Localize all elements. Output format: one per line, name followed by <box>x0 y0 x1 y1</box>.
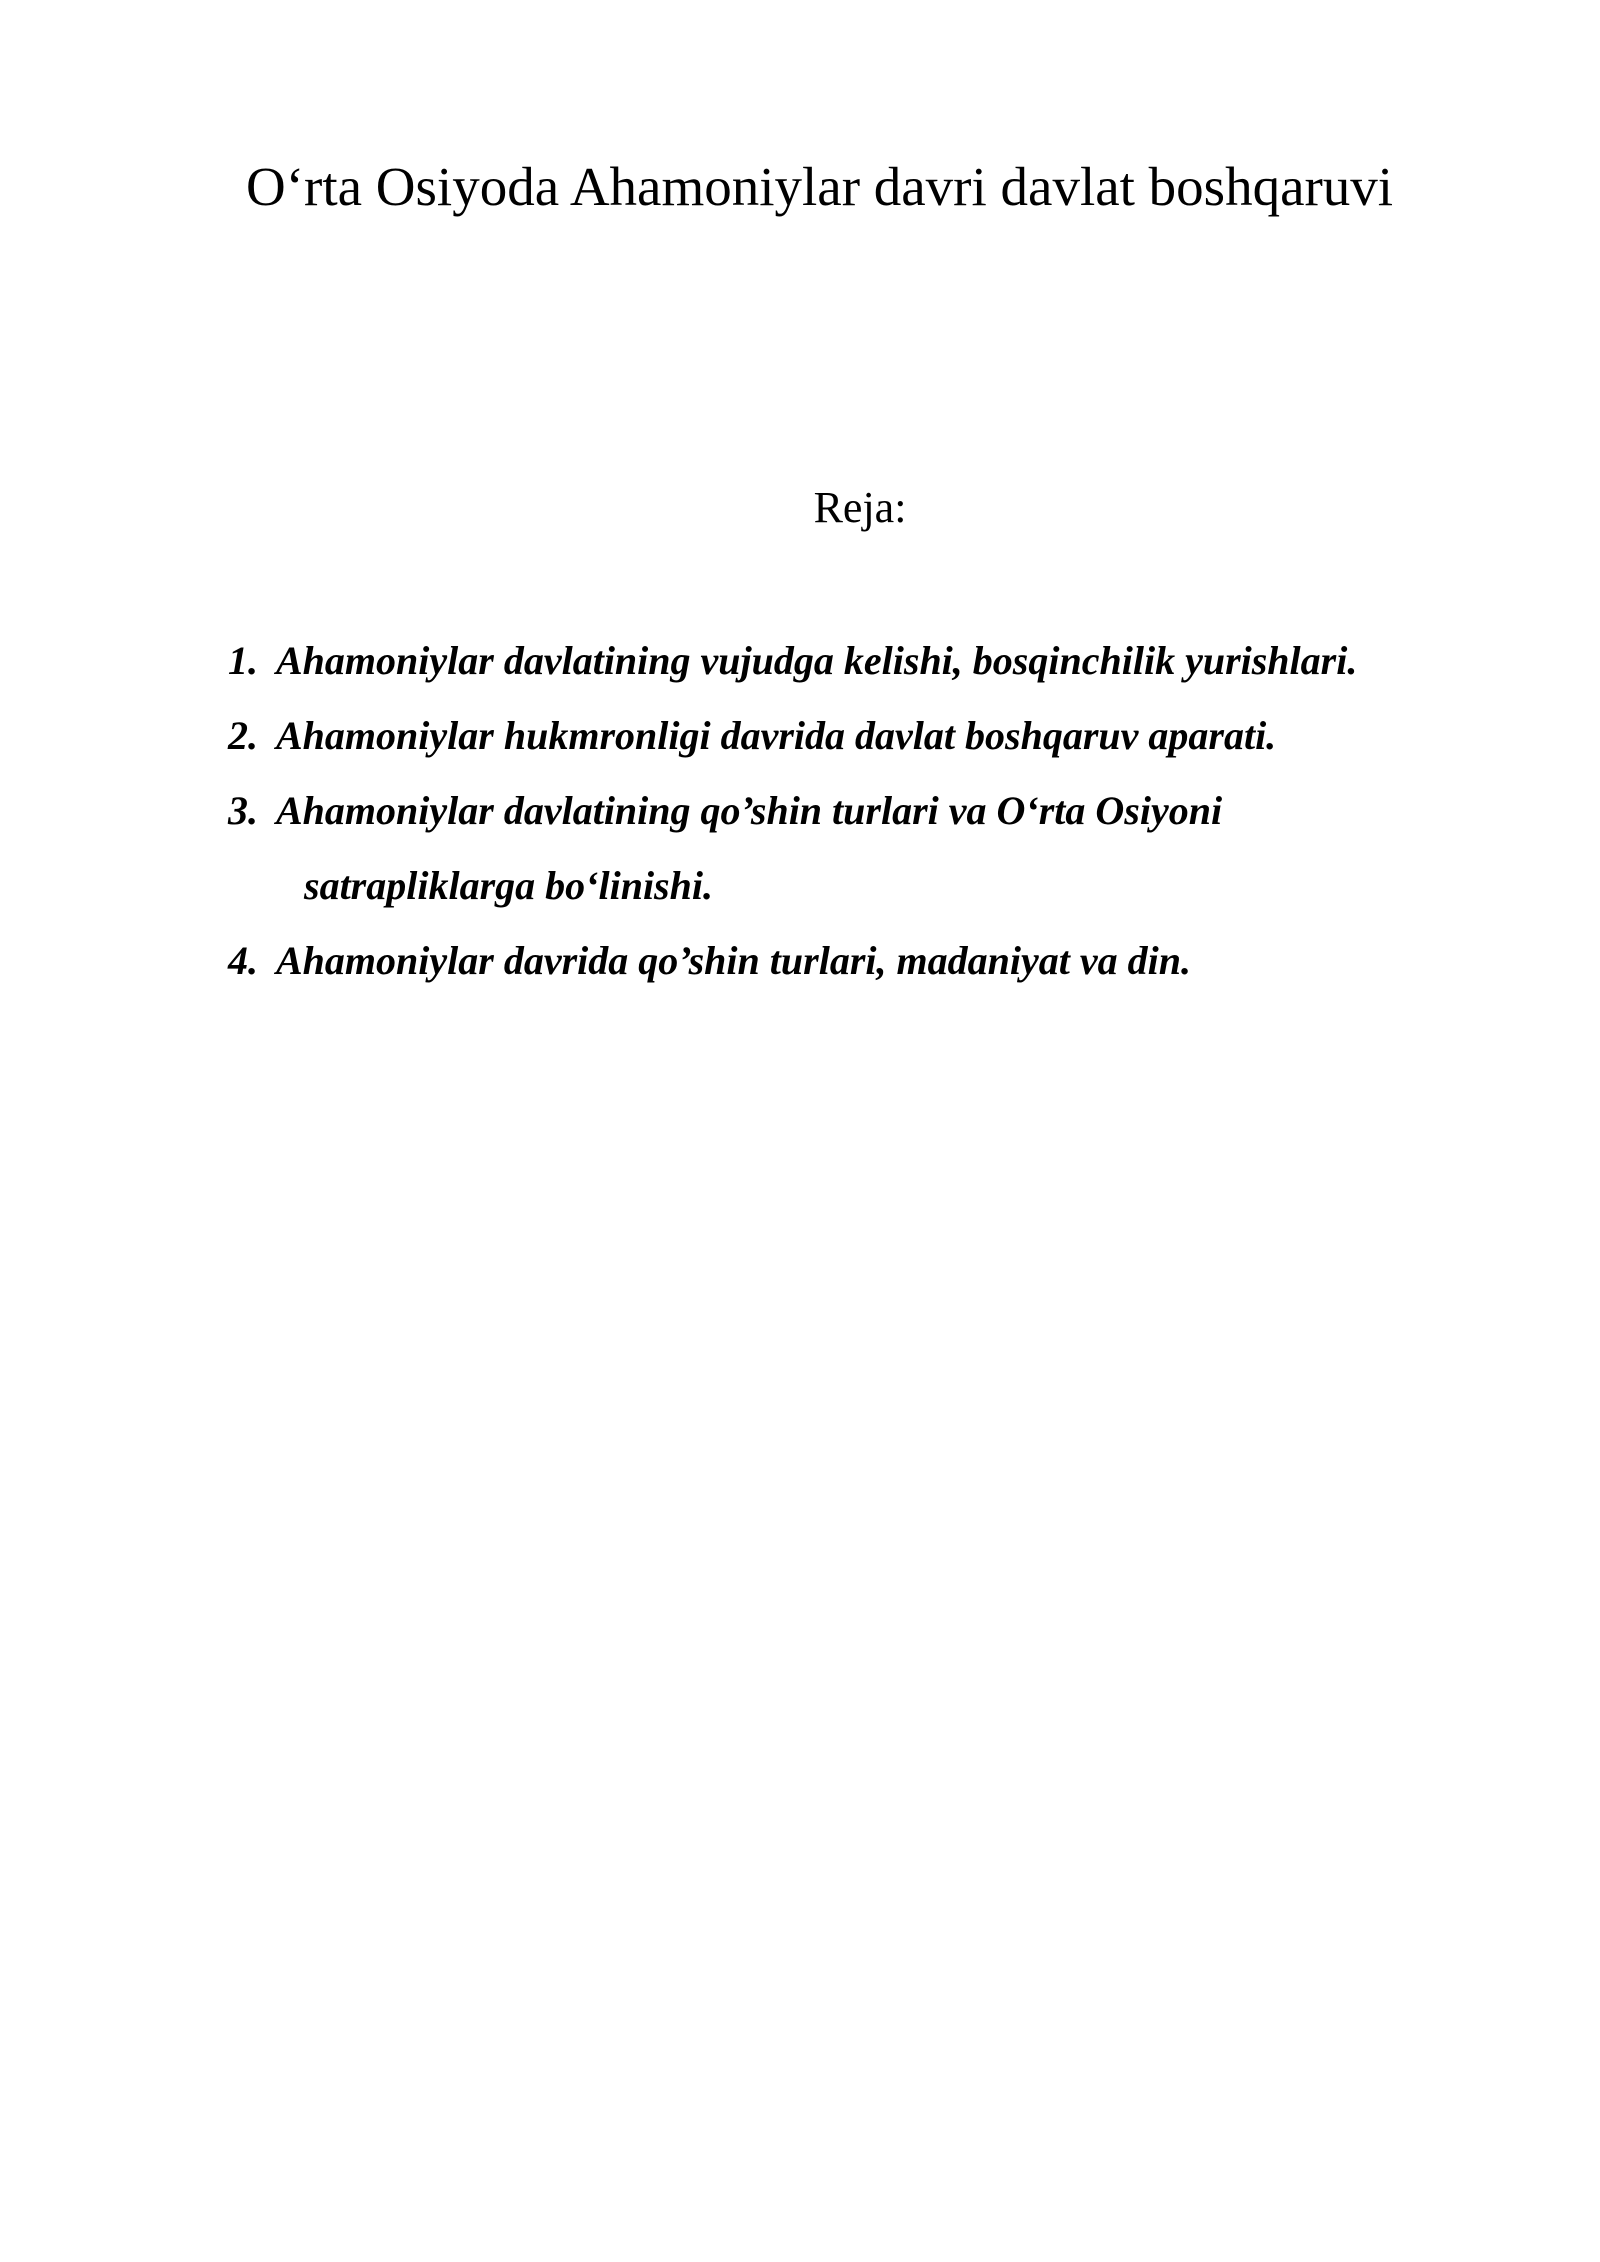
plan-item-number: 3. <box>228 788 258 833</box>
plan-item-line: Ahamoniylar davlatining vujudga kelishi, bosqinchilik yurishlari. <box>276 638 1358 683</box>
plan-item-text <box>276 923 1488 998</box>
plan-item-number: 2. <box>228 713 258 758</box>
plan-item-1 <box>228 623 1488 698</box>
plan-item-line: Ahamoniylar davrida qo’shin turlari, madaniyat va din. <box>276 938 1191 983</box>
plan-item-text <box>276 698 1488 773</box>
plan-item-line: Ahamoniylar hukmronligi davrida davlat boshqaruv aparati. <box>276 713 1277 758</box>
plan-item-text <box>276 773 1488 923</box>
plan-item-number: 1. <box>228 638 258 683</box>
plan-item-text <box>276 623 1488 698</box>
plan-item-2 <box>228 698 1488 773</box>
plan-item-4 <box>228 923 1488 998</box>
document-title: O‘rta Osiyoda Ahamoniylar davri davlat boshqaruvi <box>246 156 1394 217</box>
plan-list <box>228 623 1488 998</box>
plan-item-continuation: satrapliklarga bo‘linishi. <box>304 863 713 908</box>
plan-item-3 <box>228 773 1488 923</box>
plan-item-number: 4. <box>228 938 258 983</box>
plan-heading: Reja: <box>813 483 907 532</box>
plan-item-line: Ahamoniylar davlatining qo’shin turlari va O‘rta Osiyoni <box>276 788 1223 833</box>
